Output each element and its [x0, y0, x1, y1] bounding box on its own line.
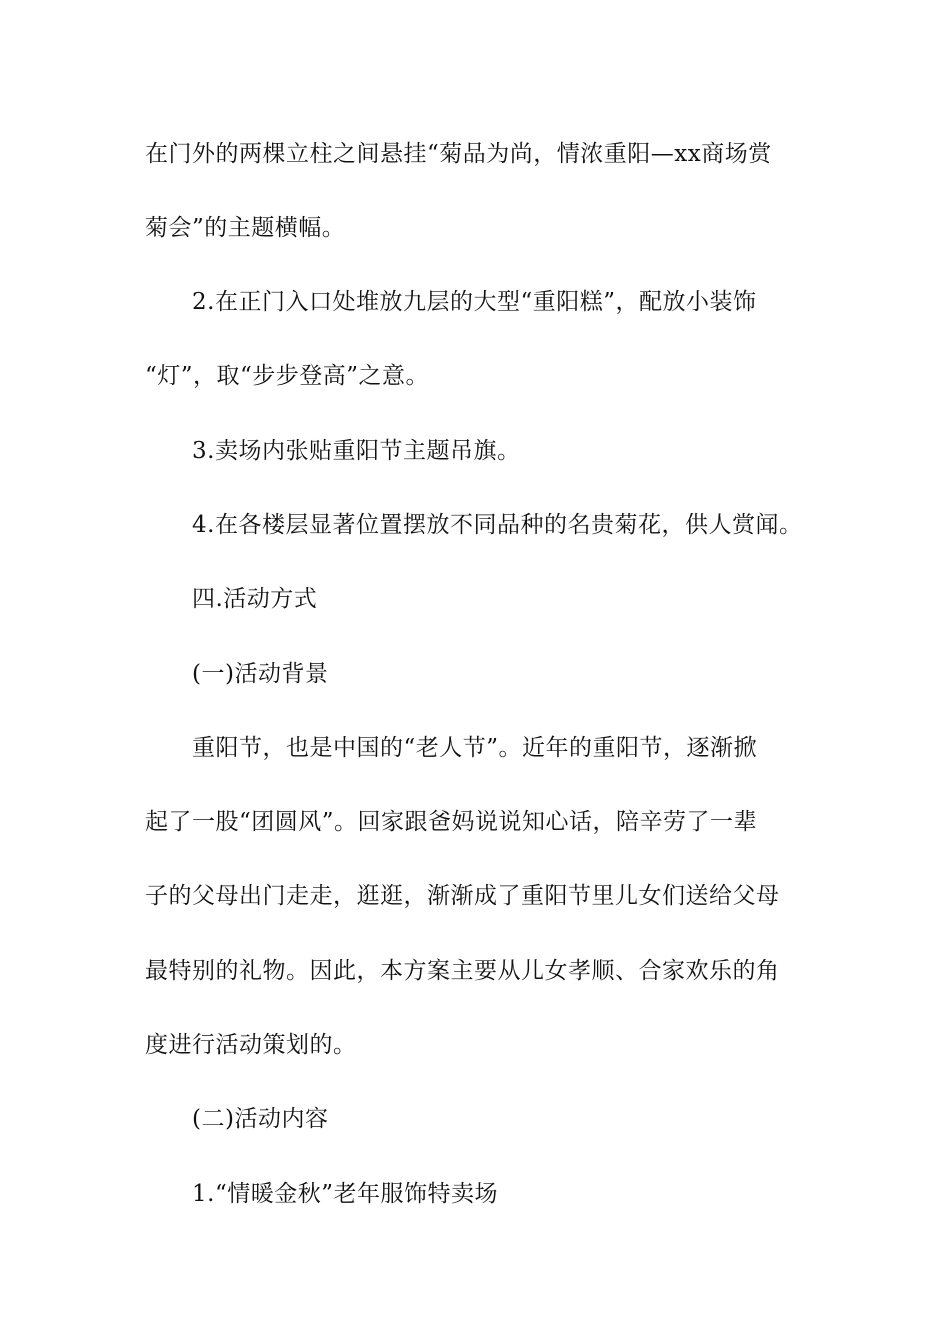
- subsection-heading: (一)活动背景: [192, 661, 329, 687]
- paragraph-line: 最特别的礼物。因此，本方案主要从儿女孝顺、合家欢乐的角: [145, 958, 780, 984]
- paragraph-line: 起了一股“团圆风”。回家跟爸妈说说知心话，陪辛劳了一辈: [145, 809, 758, 835]
- subsection-heading: (二)活动内容: [192, 1106, 329, 1132]
- paragraph-line: 在门外的两棵立柱之间悬挂“菊品为尚，情浓重阳—xx商场赏: [145, 141, 772, 167]
- list-item-3: 3.卖场内张贴重阳节主题吊旗。: [192, 438, 521, 464]
- paragraph-line: 度进行活动策划的。: [145, 1032, 357, 1058]
- paragraph-line: 子的父母出门走走，逛逛，渐渐成了重阳节里儿女们送给父母: [145, 883, 780, 909]
- paragraph-line: 重阳节，也是中国的“老人节”。近年的重阳节，逐渐掀: [192, 735, 758, 761]
- paragraph-line: 菊会”的主题横幅。: [145, 215, 346, 241]
- list-item-4: 4.在各楼层显著位置摆放不同品种的名贵菊花，供人赏闻。: [192, 512, 803, 538]
- list-item-1: 1.“情暖金秋”老年服饰特卖场: [192, 1181, 498, 1207]
- list-item-2: 2.在正门入口处堆放九层的大型“重阳糕”，配放小装饰: [192, 289, 757, 315]
- section-heading: 四.活动方式: [192, 586, 318, 612]
- paragraph-line: “灯”，取“步步登高”之意。: [145, 363, 430, 389]
